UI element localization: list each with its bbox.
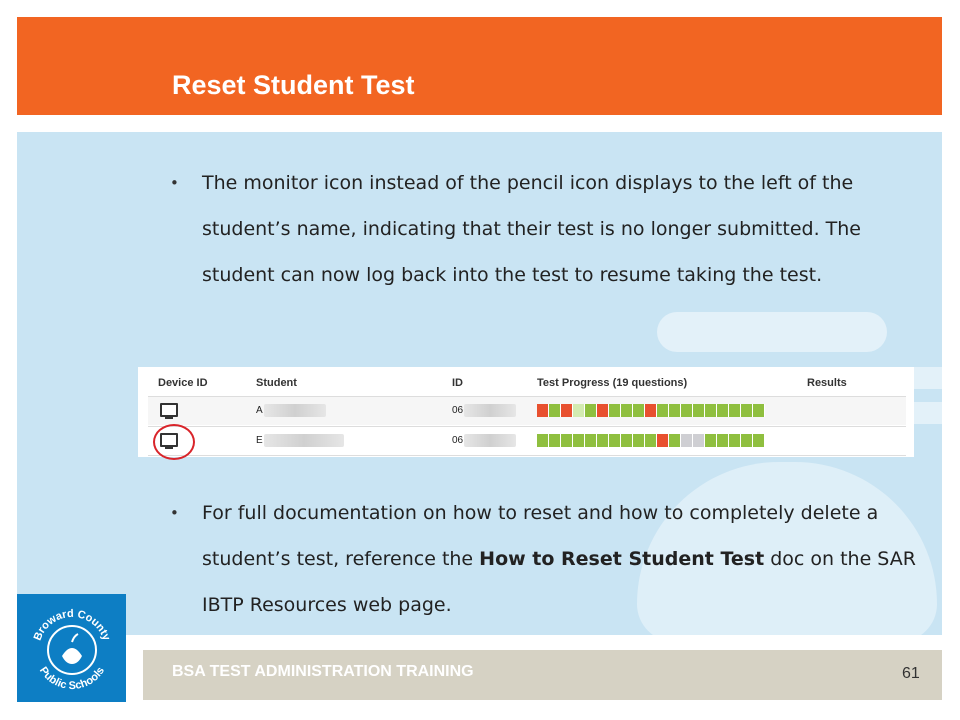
progress-segment — [609, 404, 621, 417]
progress-segment — [729, 434, 741, 447]
student-name: A — [256, 405, 263, 416]
bullet-text — [202, 502, 916, 616]
progress-segment — [585, 434, 597, 447]
broward-county-logo — [17, 594, 126, 702]
watermark-shape — [657, 312, 887, 352]
bullet-text-before: For full documentation on how to reset and how to completely delete a student’s test, reference the — [202, 502, 879, 570]
progress-segment — [633, 434, 645, 447]
logo-text-bottom: Public Schools — [36, 664, 108, 693]
svg-text:Public Schools — [37, 665, 107, 692]
redacted-name — [264, 434, 344, 447]
student-id: 06 — [452, 405, 464, 416]
progress-segment — [753, 434, 765, 447]
progress-segment — [621, 434, 633, 447]
redacted-id — [464, 434, 516, 447]
progress-segment — [741, 434, 753, 447]
doc-title: How to Reset Student Test — [479, 548, 765, 570]
test-progress-bar — [537, 434, 765, 447]
column-header-id[interactable]: ID — [452, 377, 463, 389]
progress-segment — [657, 434, 669, 447]
bullet-item — [170, 490, 930, 628]
progress-segment — [717, 404, 729, 417]
progress-segment — [753, 404, 765, 417]
progress-segment — [705, 404, 717, 417]
progress-segment — [717, 434, 729, 447]
progress-segment — [669, 404, 681, 417]
progress-segment — [549, 404, 561, 417]
progress-segment — [585, 404, 597, 417]
progress-segment — [549, 434, 561, 447]
bullet-list — [170, 160, 930, 298]
progress-segment — [597, 434, 609, 447]
progress-segment — [669, 434, 681, 447]
progress-segment — [681, 404, 693, 417]
monitor-icon[interactable] — [160, 433, 178, 447]
progress-segment — [621, 404, 633, 417]
student-test-table — [138, 367, 914, 457]
redacted-name — [264, 404, 326, 417]
student-name: E — [256, 435, 263, 446]
column-header-test-progress[interactable]: Test Progress (19 questions) — [537, 377, 688, 389]
student-id: 06 — [452, 435, 464, 446]
progress-segment — [573, 404, 585, 417]
slide-title: Reset Student Test — [172, 70, 415, 100]
progress-segment — [537, 434, 549, 447]
progress-segment — [729, 404, 741, 417]
column-header-device-id[interactable]: Device ID — [158, 377, 208, 389]
logo-text-top: Broward County — [31, 607, 113, 643]
progress-segment — [645, 404, 657, 417]
progress-segment — [597, 404, 609, 417]
progress-segment — [693, 404, 705, 417]
progress-segment — [693, 434, 705, 447]
header-bar — [17, 17, 942, 115]
bullet-item — [170, 160, 930, 298]
monitor-icon[interactable] — [160, 403, 178, 417]
progress-segment — [741, 404, 753, 417]
logo-seal-icon — [17, 594, 126, 702]
column-header-student[interactable]: Student — [256, 377, 297, 389]
progress-segment — [705, 434, 717, 447]
progress-segment — [573, 434, 585, 447]
page-number: 61 — [902, 665, 920, 682]
progress-segment — [657, 404, 669, 417]
progress-segment — [645, 434, 657, 447]
footer-title: BSA TEST ADMINISTRATION TRAINING — [172, 663, 474, 680]
progress-segment — [633, 404, 645, 417]
progress-segment — [561, 434, 573, 447]
progress-segment — [609, 434, 621, 447]
table-row[interactable] — [148, 396, 906, 425]
bullet-glyph: • — [170, 504, 179, 522]
progress-segment — [561, 404, 573, 417]
bullet-list-2 — [170, 490, 930, 628]
bullet-glyph: • — [170, 174, 179, 192]
progress-segment — [537, 404, 549, 417]
bullet-text: The monitor icon instead of the pencil icon displays to the left of the student’s name, indicating that their test is no longer submitted. The student can now log back into the test to resume taking the test. — [202, 172, 861, 286]
redacted-id — [464, 404, 516, 417]
column-header-results[interactable]: Results — [807, 377, 847, 389]
bullet-text-after: doc on the SAR IBTP Resources web page. — [202, 548, 916, 616]
test-progress-bar — [537, 404, 765, 417]
progress-segment — [681, 434, 693, 447]
table-row[interactable] — [148, 426, 906, 456]
